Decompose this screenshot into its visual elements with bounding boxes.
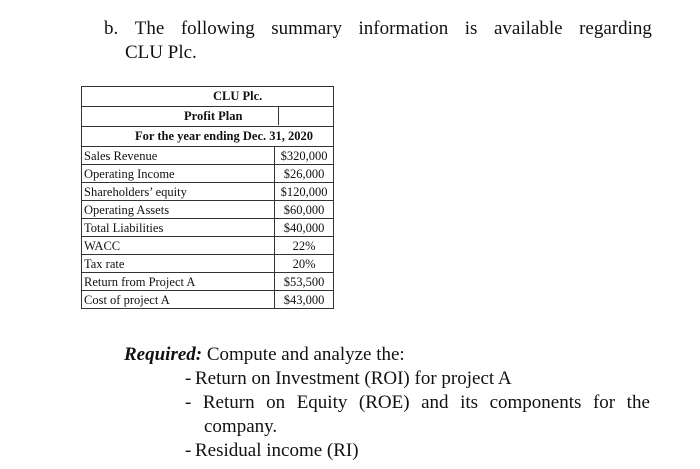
question-intro xyxy=(104,17,652,65)
row-value: 20% xyxy=(275,255,334,273)
row-label: Shareholders’ equity xyxy=(82,183,275,201)
table-row xyxy=(82,273,334,291)
intro-line-1: b. The following summary information is available regarding xyxy=(104,18,652,39)
row-value: $60,000 xyxy=(275,201,334,219)
profit-plan-grid xyxy=(81,146,334,309)
table-row xyxy=(82,237,334,255)
list-item xyxy=(185,391,650,439)
table-header-period xyxy=(81,126,334,146)
table-header-company xyxy=(81,86,334,106)
row-value: $53,500 xyxy=(275,273,334,291)
table-row xyxy=(82,291,334,309)
item-line: - Return on Equity (ROE) and its components for the xyxy=(185,392,650,413)
list-item xyxy=(185,367,664,391)
table-row xyxy=(82,255,334,273)
required-heading xyxy=(124,343,664,367)
required-section xyxy=(124,343,664,463)
row-label: Return from Project A xyxy=(82,273,275,291)
table-row xyxy=(82,147,334,165)
row-label: Tax rate xyxy=(82,255,275,273)
row-label: Operating Assets xyxy=(82,201,275,219)
row-label: Cost of project A xyxy=(82,291,275,309)
period-label: For the year ending Dec. 31, 2020 xyxy=(135,129,313,143)
table-header-plan xyxy=(81,106,334,126)
intro-line-2: CLU Plc. xyxy=(125,42,197,63)
bullet: - xyxy=(185,392,192,413)
required-label: Required: xyxy=(124,344,203,365)
profit-plan-table xyxy=(81,86,334,309)
row-label: WACC xyxy=(82,237,275,255)
item-text: Residual income (RI) xyxy=(195,440,359,461)
row-label: Total Liabilities xyxy=(82,219,275,237)
row-value: $120,000 xyxy=(275,183,334,201)
row-value: $320,000 xyxy=(275,147,334,165)
row-value: $40,000 xyxy=(275,219,334,237)
item-text: Return on Investment (ROI) for project A xyxy=(195,368,512,389)
list-item xyxy=(185,439,664,463)
bullet: - xyxy=(185,440,192,461)
row-value: $26,000 xyxy=(275,165,334,183)
table-row xyxy=(82,165,334,183)
row-value: 22% xyxy=(275,237,334,255)
row-label: Operating Income xyxy=(82,165,275,183)
bullet: - xyxy=(185,368,192,389)
table-row xyxy=(82,219,334,237)
row-value: $43,000 xyxy=(275,291,334,309)
table-row xyxy=(82,183,334,201)
table-row xyxy=(82,201,334,219)
header-divider xyxy=(278,106,279,125)
item-continuation: company. xyxy=(204,416,278,437)
company-name: CLU Plc. xyxy=(213,89,263,103)
required-instruction: Compute and analyze the: xyxy=(202,344,405,365)
plan-title: Profit Plan xyxy=(184,109,243,123)
row-label: Sales Revenue xyxy=(82,147,275,165)
